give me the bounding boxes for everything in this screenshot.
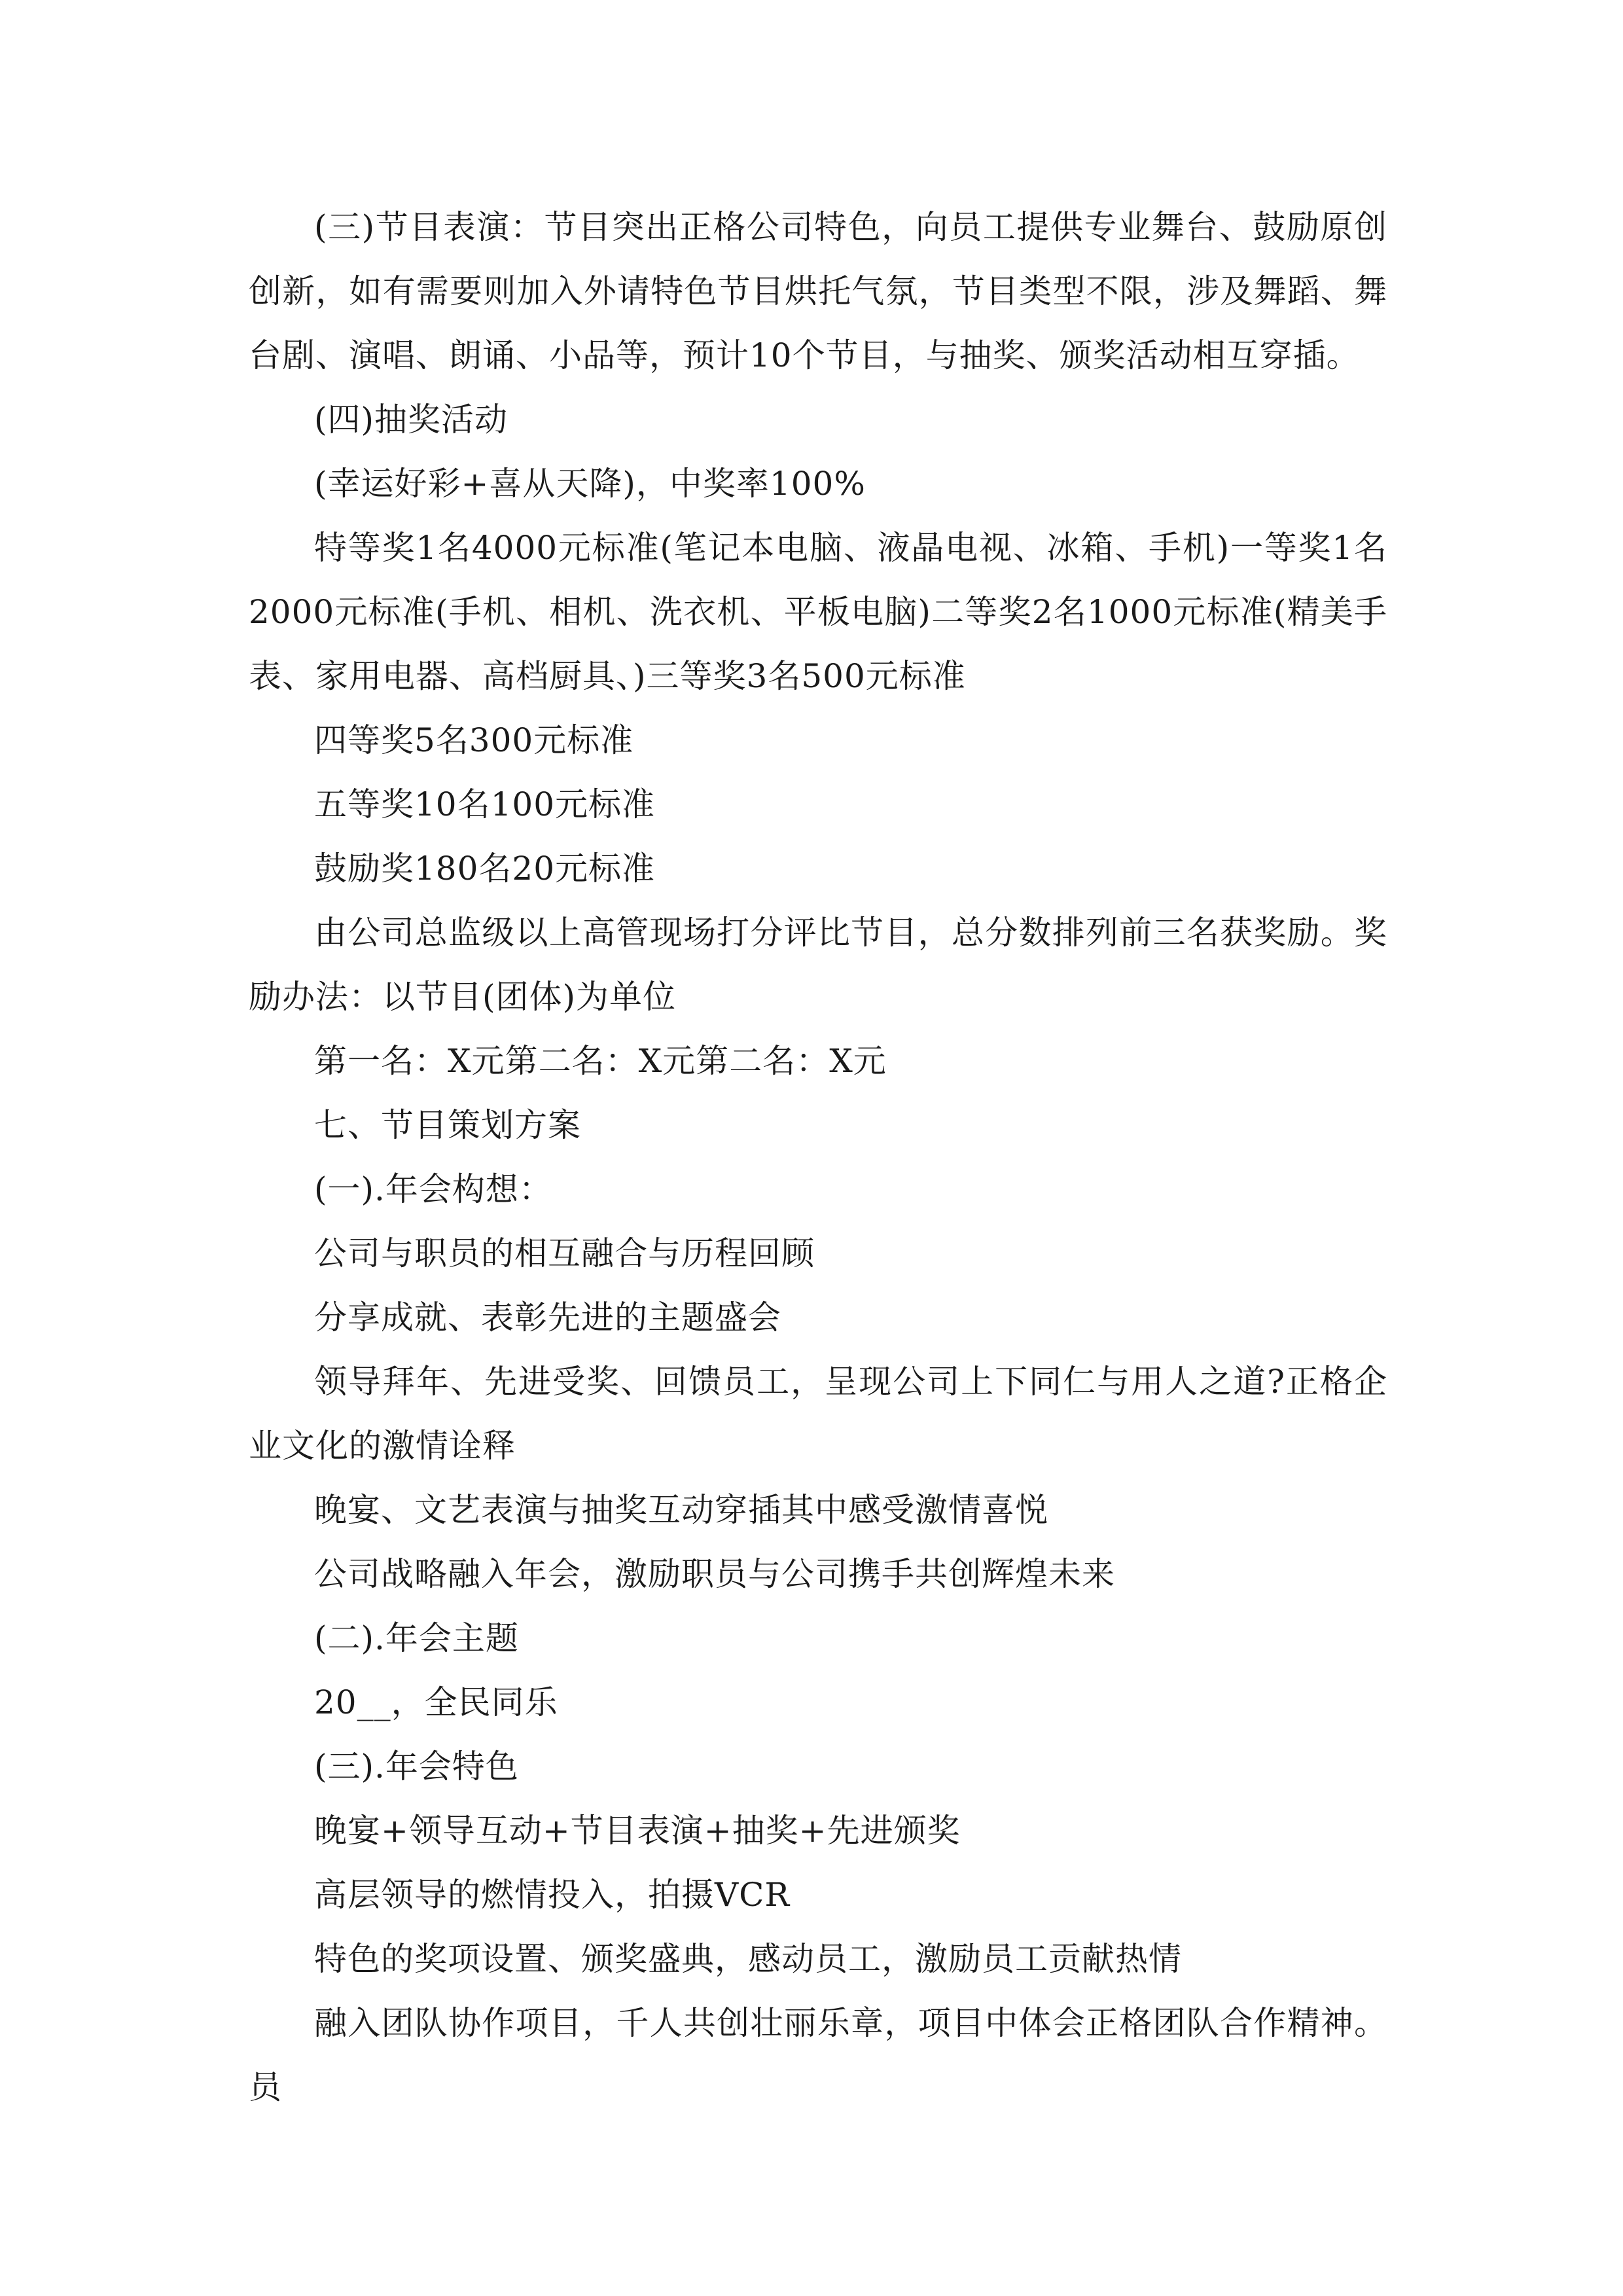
paragraph-feature-2: 高层领导的燃情投入，拍摄VCR [314, 1876, 791, 1914]
paragraph-encouragement-prize: 鼓励奖180名20元标准 [314, 850, 656, 888]
paragraph-concept-5: 公司战略融入年会，激励职员与公司携手共创辉煌未来 [314, 1555, 1115, 1593]
paragraph-fourth-prize: 四等奖5名300元标准 [314, 721, 634, 759]
paragraph-feature-1: 晚宴+领导互动+节目表演+抽奖+先进颁奖 [314, 1812, 961, 1850]
paragraph-performance: (三)节目表演：节目突出正格公司特色，向员工提供专业舞台、鼓励原创创新，如有需要则加入外请特色节目烘托气氛，节目类型不限，涉及舞蹈、舞台剧、演唱、朗诵、小品等，预计10个节目，与抽奖、颁奖活动相互穿插。 [249, 208, 1387, 374]
subheading-features: (三).年会特色 [314, 1748, 519, 1785]
paragraph-theme: 20__，全民同乐 [314, 1683, 558, 1721]
document-body [249, 195, 1387, 2119]
paragraph-concept-2: 分享成就、表彰先进的主题盛会 [314, 1299, 781, 1336]
paragraph-judging: 由公司总监级以上高管现场打分评比节目，总分数排列前三名获奖励。奖励办法：以节目(团体)为单位 [249, 914, 1387, 1016]
paragraph-concept-4: 晚宴、文艺表演与抽奖互动穿插其中感受激情喜悦 [314, 1491, 1048, 1529]
paragraph-prize-tiers: 特等奖1名4000元标准(笔记本电脑、液晶电视、冰箱、手机)一等奖1名2000元标准(手机、相机、洗衣机、平板电脑)二等奖2名1000元标准(精美手表、家用电器、高档厨具、)三等奖3名500元标准 [249, 529, 1387, 695]
paragraph-lottery-rate: (幸运好彩+喜从天降)，中奖率100% [314, 465, 866, 503]
paragraph-concept-3: 领导拜年、先进受奖、回馈员工，呈现公司上下同仁与用人之道?正格企业文化的激情诠释 [249, 1363, 1387, 1465]
paragraph-concept-1: 公司与职员的相互融合与历程回顾 [314, 1234, 815, 1272]
paragraph-feature-4: 融入团队协作项目，千人共创壮丽乐章，项目中体会正格团队合作精神。员 [249, 2004, 1387, 2106]
paragraph-lottery-heading: (四)抽奖活动 [314, 401, 508, 439]
section-heading-program-plan: 七、节目策划方案 [314, 1106, 581, 1144]
paragraph-rankings: 第一名：X元第二名：X元第二名：X元 [314, 1042, 887, 1080]
subheading-theme: (二).年会主题 [314, 1619, 519, 1657]
paragraph-feature-3: 特色的奖项设置、颁奖盛典，感动员工，激励员工贡献热情 [314, 1940, 1182, 1978]
paragraph-fifth-prize: 五等奖10名100元标准 [314, 785, 656, 823]
subheading-concept: (一).年会构想： [314, 1170, 552, 1208]
